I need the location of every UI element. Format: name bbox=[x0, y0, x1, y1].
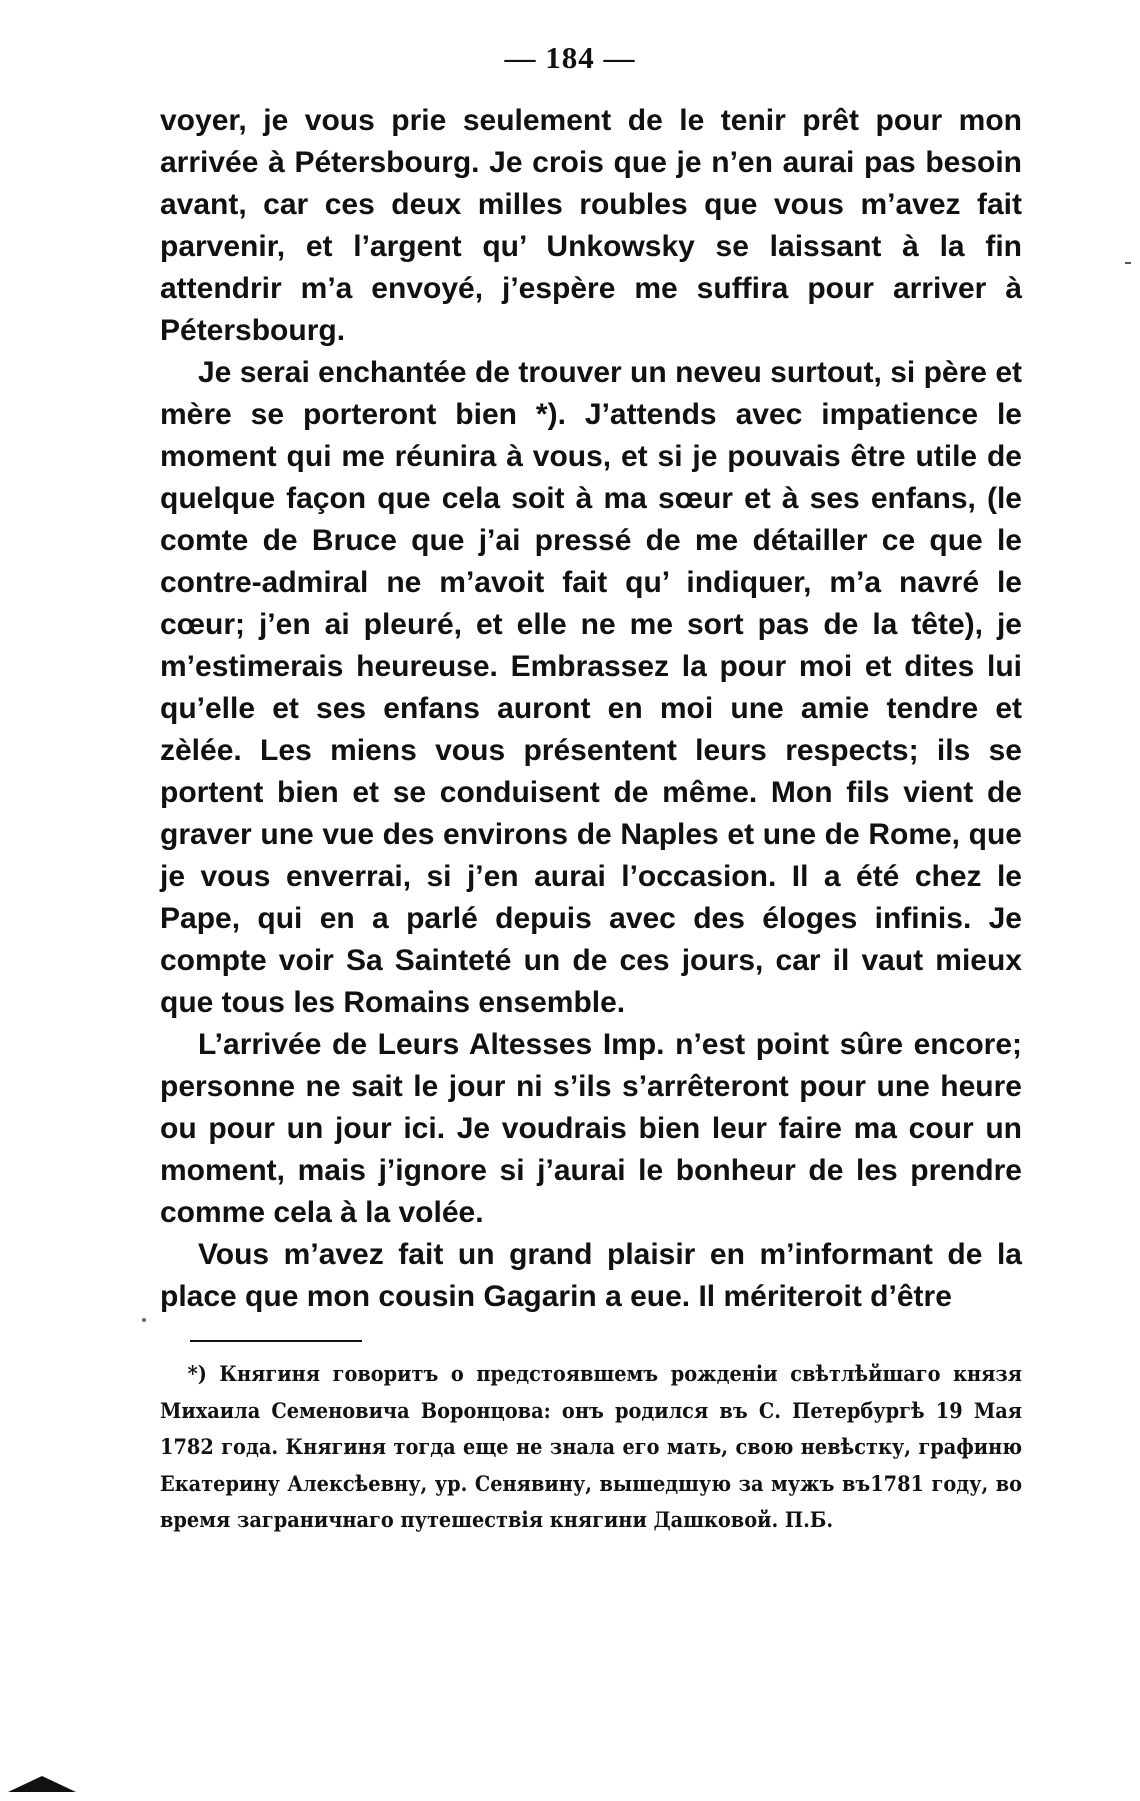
paragraph-1: voyer, je vous prie seulement de le tenir prêt pour mon arrivée à Pétersbourg. Je crois que je n’en aurai pas besoin avant, car ces deux milles roubles que vous m’avez fait parvenir, et l’argent qu’ Unkowsky se laissant à la fin attendrir m’a envoyé, j’espère me suffira pour arriver à Pétersbourg. bbox=[160, 104, 1022, 347]
margin-mark bbox=[1125, 262, 1131, 264]
margin-dot bbox=[142, 1318, 146, 1322]
footnote-separator-rule bbox=[190, 1340, 362, 1342]
paragraph-4: Vous m’avez fait un grand plaisir en m’informant de la place que mon cousin Gagarin a eue. Il mériteroit d’être bbox=[160, 1238, 1022, 1313]
scan-blot bbox=[8, 1776, 76, 1792]
paragraph-2: Je serai enchantée de trouver un neveu surtout, si père et mère se porteront bien *). J’attends avec impatience le moment qui me réunira à vous, et si je pouvais être utile de quelque façon que cela soit à ma sœur et à ses enfans, (le comte de Bruce que j’ai pressé de me détailler ce que le contre-admiral ne m’avoit fait qu’ indiquer, m’a navré le cœur; j’en ai pleuré, et elle ne me sort pas de la tête), je m’estimerais heureuse. Embrassez la pour moi et dites lui qu’elle et ses enfans auront en moi une amie tendre et zèlée. Les miens vous présentent leurs respects; ils se portent bien et se conduisent de même. Mon fils vient de graver une vue des environs de Naples et une de Rome, que je vous enverrai, si j’en aurai l’occasion. Il a été chez le Pape, qui en a parlé depuis avec des éloges infinis. Je compte voir Sa Sainteté un de ces jours, car il vaut mieux que tous les Romains ensemble. bbox=[160, 356, 1022, 1019]
footnote bbox=[160, 1356, 1022, 1539]
page-number: — 184 — bbox=[504, 40, 636, 75]
main-text bbox=[160, 100, 1022, 1318]
paragraph-3: L’arrivée de Leurs Altesses Imp. n’est point sûre encore; personne ne sait le jour ni s’ils s’arrêteront pour une heure ou pour un jour ici. Je voudrais bien leur faire ma cour un moment, mais j’ignore si j’aurai le bonheur de les prendre comme cela à la volée. bbox=[160, 1028, 1022, 1229]
footnote-text: *) Княгиня говоритъ о предстоявшемъ рожденіи свѣтлѣйшаго князя Михаила Семеновича Воронцова: онъ родился въ С. Петербургѣ 19 Мая 1782 года. Княгиня тогда еще не знала его мать, свою невѣстку, графиню Екатерину Алексѣевну, ур. Сенявину, вышедшую за мужъ въ1781 году, во время заграничнаго путешествія княгини Дашковой. П.Б. bbox=[160, 1361, 1023, 1532]
